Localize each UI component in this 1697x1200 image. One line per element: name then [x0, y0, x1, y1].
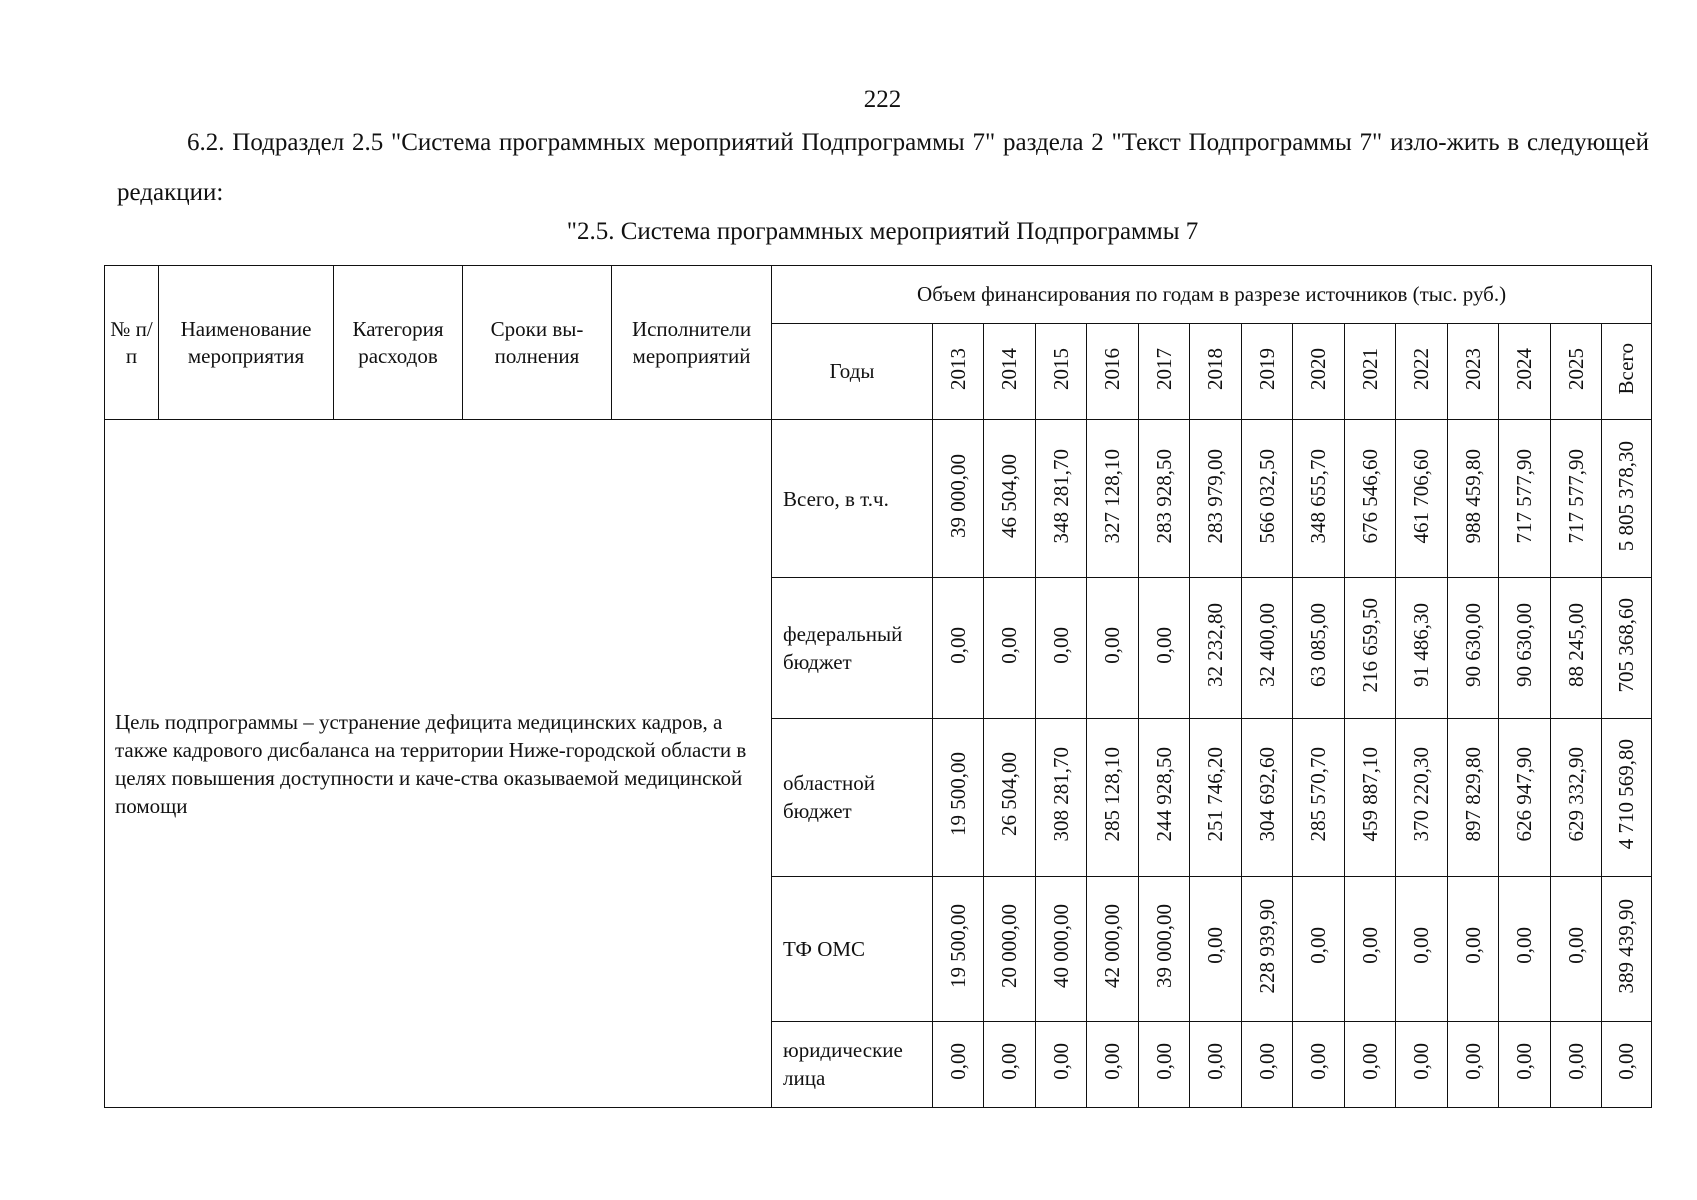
value-text: 308 281,70: [1048, 746, 1073, 842]
value-text: 91 486,30: [1409, 602, 1433, 687]
value-text: 20 000,00: [997, 903, 1021, 988]
value-cell: [1242, 1021, 1293, 1107]
value-cell: [933, 578, 984, 718]
value-text: 717 577,90: [1563, 448, 1588, 544]
value-text: 0,00: [1100, 626, 1124, 664]
value-cell: [1293, 578, 1345, 718]
value-text: 285 128,10: [1100, 746, 1124, 842]
value-cell: [1551, 1021, 1602, 1107]
value-cell: [1499, 578, 1551, 718]
value-cell: [1602, 420, 1652, 578]
year-header-label: 2022: [1409, 347, 1433, 390]
value-cell: [1499, 876, 1551, 1021]
value-cell: [1345, 578, 1396, 718]
value-text: 626 947,90: [1512, 746, 1536, 842]
value-text: 0,00: [1357, 1043, 1382, 1080]
value-cell: [1139, 1021, 1190, 1107]
value-text: 90 630,00: [1512, 602, 1536, 687]
value-text: 39 000,00: [945, 453, 970, 538]
value-text: 0,00: [1614, 1043, 1639, 1080]
value-cell: [933, 876, 984, 1021]
year-header-label: 2020: [1306, 347, 1330, 390]
value-text: 39 000,00: [1151, 903, 1176, 988]
table-row: [105, 420, 1652, 578]
value-text: 32 232,80: [1203, 602, 1227, 687]
value-text: 566 032,50: [1254, 448, 1279, 544]
source-label: Всего, в т.ч.: [772, 420, 933, 578]
value-text: 251 746,20: [1203, 746, 1227, 842]
value-text: 26 504,00: [997, 752, 1021, 837]
value-cell: [1036, 578, 1087, 718]
value-text: 0,00: [1409, 927, 1433, 965]
value-cell: [1036, 1021, 1087, 1107]
value-cell: [1448, 578, 1499, 718]
header-years: Годы: [772, 324, 933, 420]
goal-cell: Цель подпрограммы – устранение дефицита медицинских кадров, а также кадрового дисбаланса на территории Ниже-городской области в целях повышения доступности и каче-ства оказываемой медицинской помощи: [105, 420, 772, 1108]
value-cell: [1448, 1021, 1499, 1107]
value-text: 0,00: [997, 1043, 1021, 1080]
value-text: 283 979,00: [1203, 448, 1227, 544]
year-header: [1602, 324, 1652, 420]
value-cell: [1602, 578, 1652, 718]
value-text: 676 546,60: [1357, 448, 1382, 544]
header-terms: Сроки вы-полнения: [463, 266, 612, 420]
value-cell: [1190, 876, 1242, 1021]
value-text: 19 500,00: [945, 903, 970, 988]
value-text: 32 400,00: [1254, 602, 1279, 687]
value-cell: [1036, 876, 1087, 1021]
year-header: [1139, 324, 1190, 420]
value-cell: [1087, 718, 1139, 876]
year-header-label: 2025: [1563, 347, 1588, 390]
value-cell: [1087, 876, 1139, 1021]
value-cell: [1345, 420, 1396, 578]
value-text: 461 706,60: [1409, 448, 1433, 544]
value-cell: [1087, 420, 1139, 578]
year-header-label: 2016: [1100, 347, 1124, 390]
header-category: Категория расходов: [334, 266, 463, 420]
value-cell: [1139, 718, 1190, 876]
source-label: областной бюджет: [772, 718, 933, 876]
value-text: 90 630,00: [1460, 602, 1485, 687]
value-text: 4 710 569,80: [1614, 738, 1639, 850]
value-cell: [1036, 420, 1087, 578]
value-text: 0,00: [1460, 1043, 1485, 1080]
value-text: 63 085,00: [1306, 602, 1330, 687]
year-header-label: 2013: [945, 347, 970, 390]
year-header: [1190, 324, 1242, 420]
header-funding: Объем финансирования по годам в разрезе источников (тыс. руб.): [772, 266, 1652, 324]
value-text: 0,00: [1254, 1043, 1279, 1080]
year-header-label: 2015: [1048, 347, 1073, 390]
value-cell: [1448, 876, 1499, 1021]
value-text: 0,00: [1048, 1043, 1073, 1080]
value-cell: [984, 1021, 1036, 1107]
value-text: 0,00: [1306, 1043, 1330, 1080]
value-text: 228 939,90: [1254, 898, 1279, 994]
value-cell: [1293, 1021, 1345, 1107]
value-text: 0,00: [945, 1043, 970, 1080]
value-cell: [1139, 578, 1190, 718]
value-text: 46 504,00: [997, 453, 1021, 538]
value-cell: [1551, 718, 1602, 876]
value-text: 0,00: [1306, 927, 1330, 965]
year-header: [1551, 324, 1602, 420]
year-header: [984, 324, 1036, 420]
value-cell: [1396, 420, 1448, 578]
value-cell: [1190, 718, 1242, 876]
year-header-label: 2014: [997, 347, 1021, 390]
value-text: 0,00: [945, 626, 970, 664]
value-text: 0,00: [1460, 927, 1485, 965]
table-title: "2.5. Система программных мероприятий Подпрограммы 7: [566, 218, 1199, 245]
value-text: 88 245,00: [1563, 602, 1588, 687]
year-header-label: 2017: [1151, 347, 1176, 390]
page-number: 222: [863, 86, 902, 113]
value-cell: [1396, 718, 1448, 876]
value-text: 717 577,90: [1512, 448, 1536, 544]
value-text: 0,00: [1151, 1043, 1176, 1080]
value-cell: [1602, 1021, 1652, 1107]
value-cell: [1396, 1021, 1448, 1107]
value-cell: [1242, 578, 1293, 718]
value-text: 40 000,00: [1048, 903, 1073, 988]
value-cell: [1190, 420, 1242, 578]
value-cell: [1345, 1021, 1396, 1107]
year-header: [933, 324, 984, 420]
value-cell: [1602, 718, 1652, 876]
value-text: 629 332,90: [1563, 746, 1588, 842]
value-text: 370 220,30: [1409, 746, 1433, 842]
value-cell: [1242, 876, 1293, 1021]
value-cell: [1139, 420, 1190, 578]
value-cell: [933, 420, 984, 578]
value-text: 0,00: [1563, 1043, 1588, 1080]
intro-text: 6.2. Подраздел 2.5 "Система программных мероприятий Подпрограммы 7" раздела 2 "Текст Подпрограммы 7" изло-жить в следующей редакции:: [117, 129, 1649, 206]
year-header-label: 2019: [1254, 347, 1279, 390]
value-cell: [1396, 876, 1448, 1021]
value-cell: [1087, 578, 1139, 718]
value-text: 0,00: [1048, 626, 1073, 664]
value-cell: [1190, 1021, 1242, 1107]
value-cell: [984, 578, 1036, 718]
value-text: 304 692,60: [1254, 746, 1279, 842]
value-text: 0,00: [1100, 1043, 1124, 1080]
value-cell: [1242, 718, 1293, 876]
value-text: 389 439,90: [1614, 898, 1639, 994]
header-num: № п/п: [105, 266, 159, 420]
year-header-label: 2021: [1357, 347, 1382, 390]
value-text: 988 459,80: [1460, 448, 1485, 544]
header-row-1: [105, 266, 1652, 324]
source-label: ТФ ОМС: [772, 876, 933, 1021]
value-cell: [984, 718, 1036, 876]
source-label: федеральный бюджет: [772, 578, 933, 718]
header-executors: Исполнители мероприятий: [612, 266, 772, 420]
year-header: [1087, 324, 1139, 420]
value-text: 327 128,10: [1100, 448, 1124, 544]
value-cell: [1499, 420, 1551, 578]
year-header: [1448, 324, 1499, 420]
value-cell: [1293, 876, 1345, 1021]
value-cell: [984, 876, 1036, 1021]
value-cell: [1190, 578, 1242, 718]
value-cell: [1293, 420, 1345, 578]
value-cell: [1293, 718, 1345, 876]
value-cell: [1036, 718, 1087, 876]
value-text: 0,00: [1203, 927, 1227, 965]
year-header: [1293, 324, 1345, 420]
value-text: 897 829,80: [1460, 746, 1485, 842]
value-cell: [1602, 876, 1652, 1021]
value-text: 0,00: [1203, 1043, 1227, 1080]
value-cell: [1345, 718, 1396, 876]
value-cell: [1139, 876, 1190, 1021]
value-text: 0,00: [1563, 927, 1588, 965]
value-text: 216 659,50: [1357, 597, 1382, 693]
year-header-label: 2018: [1203, 347, 1227, 390]
value-text: 285 570,70: [1306, 746, 1330, 842]
value-cell: [1087, 1021, 1139, 1107]
year-header: [1345, 324, 1396, 420]
value-cell: [1242, 420, 1293, 578]
year-header-label: Всего: [1614, 342, 1639, 395]
intro-paragraph: [117, 118, 1649, 218]
value-text: 283 928,50: [1151, 448, 1176, 544]
year-header: [1242, 324, 1293, 420]
value-text: 0,00: [1409, 1043, 1433, 1080]
value-text: 459 887,10: [1357, 746, 1382, 842]
value-cell: [1499, 718, 1551, 876]
value-cell: [933, 718, 984, 876]
value-cell: [1396, 578, 1448, 718]
value-text: 348 655,70: [1306, 448, 1330, 544]
year-header-label: 2023: [1460, 347, 1485, 390]
header-name: Наименование мероприятия: [159, 266, 334, 420]
value-text: 42 000,00: [1100, 903, 1124, 988]
value-text: 0,00: [1357, 927, 1382, 965]
value-text: 0,00: [997, 626, 1021, 664]
value-cell: [984, 420, 1036, 578]
source-label: юридические лица: [772, 1021, 933, 1107]
value-text: 348 281,70: [1048, 448, 1073, 544]
value-text: 19 500,00: [945, 752, 970, 837]
value-cell: [1551, 578, 1602, 718]
value-text: 0,00: [1512, 1043, 1536, 1080]
value-cell: [933, 1021, 984, 1107]
value-cell: [1499, 1021, 1551, 1107]
value-cell: [1551, 876, 1602, 1021]
funding-table: [104, 265, 1652, 1108]
value-text: 0,00: [1151, 626, 1176, 664]
year-header: [1499, 324, 1551, 420]
value-cell: [1551, 420, 1602, 578]
year-header: [1036, 324, 1087, 420]
year-header-label: 2024: [1512, 347, 1536, 390]
year-header: [1396, 324, 1448, 420]
value-text: 705 368,60: [1614, 597, 1639, 693]
value-text: 244 928,50: [1151, 746, 1176, 842]
value-cell: [1345, 876, 1396, 1021]
value-text: 0,00: [1512, 927, 1536, 965]
value-cell: [1448, 420, 1499, 578]
value-cell: [1448, 718, 1499, 876]
value-text: 5 805 378,30: [1614, 440, 1639, 551]
